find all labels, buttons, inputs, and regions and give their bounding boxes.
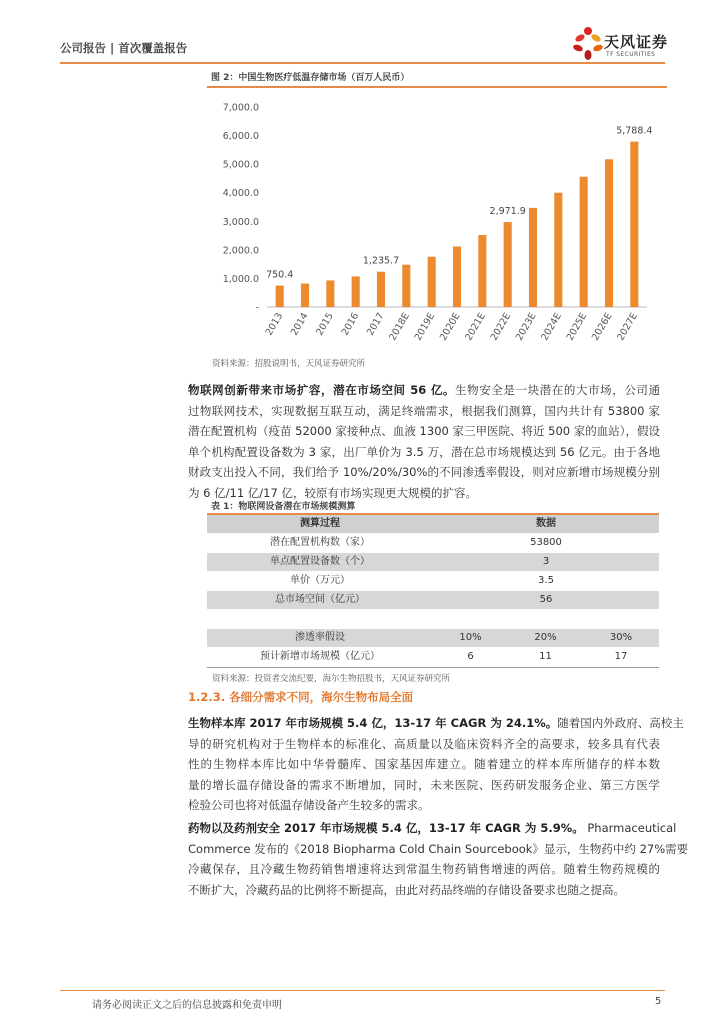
x-tick-label: 2022E [488, 311, 514, 343]
table-cell-label: 单点配置设备数（个） [270, 556, 370, 567]
data-label: 750.4 [266, 269, 294, 281]
table-cell-value: 6 [467, 651, 474, 662]
x-tick-label: 2017 [364, 311, 387, 338]
y-tick-label: 7,000.0 [222, 102, 259, 114]
footer-divider [60, 990, 665, 991]
paragraph-line: 量的增长温存储设备的需求不断增加，同时，未来医院、医药研发服务企业、第三方医学 [188, 777, 660, 792]
bar-chart [207, 92, 667, 352]
table-cell-value: 3.5 [538, 575, 554, 586]
bar-2022E [504, 222, 512, 307]
bar-2017 [377, 272, 385, 307]
x-tick-label: 2026E [589, 311, 615, 343]
logo-english-name: TF SECURITIES [606, 51, 656, 58]
data-label: 5,788.4 [616, 125, 653, 137]
x-tick-label: 2024E [539, 311, 564, 343]
x-tick-label: 2023E [513, 311, 539, 343]
table-cell-label: 预计新增市场规模（亿元） [260, 651, 380, 662]
x-tick-label: 2016 [339, 311, 362, 338]
table-cell-label: 潜在配置机构数（家） [270, 537, 370, 548]
x-tick-label: 2014 [288, 311, 311, 338]
y-tick-label: 4,000.0 [222, 188, 259, 200]
table-title: 表 1：物联网设备潜在市场规模测算 [211, 502, 356, 512]
report-type-label: 公司报告 | 首次覆盖报告 [60, 41, 188, 55]
table-cell-value: 3 [542, 556, 550, 567]
y-tick-label: 1,000.0 [222, 273, 259, 285]
x-tick-label: 2027E [615, 311, 640, 343]
table-header-process: 测算过程 [300, 518, 340, 529]
x-tick-label: 2020E [437, 311, 463, 343]
paragraph-text: 生物安全是一块潜在的大市场，公司通 [455, 383, 660, 397]
bar-2018E [402, 265, 410, 307]
table-cell-value: 53800 [530, 537, 562, 548]
paragraph-iot-market [188, 380, 660, 503]
paragraph-line: 潜在配置机构（疫苗 52000 家接种点、血液 1300 家三甲医院、将近 500 家的血站），假设 [188, 424, 660, 438]
table-cell-label: 单价（万元） [290, 575, 350, 586]
paragraph-line: 不断扩大，冷藏药品的比例将不断提高，由此对药品终端的存储设备要求也随之提高。 [188, 882, 625, 897]
bar-2023E [529, 208, 537, 307]
x-tick-label: 2021E [463, 311, 488, 343]
table-header-data: 数据 [536, 518, 556, 529]
table-cell-value: 56 [539, 594, 553, 605]
table-cell-value: 11 [539, 651, 552, 662]
paragraph-line: 检验公司也将对低温存储设备产生较多的需求。 [188, 798, 430, 812]
paragraph-line: 冷藏保存，且冷藏生物药销售增速将达到常温生物药销售增速的两倍。随着生物药规模的 [188, 862, 660, 876]
page-number: 5 [655, 996, 662, 1007]
y-tick-label: 6,000.0 [222, 131, 259, 143]
data-label: 2,971.9 [489, 206, 526, 218]
table-row [207, 553, 659, 571]
paragraph-line: 单个机构配置设备数为 3 家，出厂单价为 3.5 万，潜在总市场规模达到 56 亿元。由于各地 [188, 444, 660, 459]
paragraph-line: 过物联网技术，实现数据互联互动，满足终端需求，根据我们测算，国内共计有 53800 家 [188, 403, 660, 418]
y-tick-label: 5,000.0 [222, 159, 259, 171]
x-tick-label: 2018E [387, 311, 412, 343]
table-source: 资料来源：投资者交流纪要，海尔生物招股书，天风证券研究所 [212, 674, 451, 684]
bar-2027E [630, 142, 638, 307]
header-divider [60, 62, 665, 64]
paragraph-drug-safety [188, 818, 689, 900]
x-tick-label: 2015 [314, 311, 336, 338]
paragraph-lead: 生物样本库 2017 年市场规模 5.4 亿，13-17 年 CAGR 为 24.1%。 [188, 716, 558, 730]
bar-2016 [352, 276, 360, 307]
table-cell-label: 总市场空间（亿元） [275, 594, 365, 605]
x-tick-label: 2019E [412, 311, 438, 343]
table-header-row [207, 515, 659, 533]
x-tick-label: 2025E [564, 311, 590, 343]
paragraph-text: 随着国内外政府、高校主 [557, 716, 684, 730]
table-cell-label: 渗透率假设 [295, 632, 345, 643]
data-label: 1,235.7 [362, 255, 400, 267]
bar-2024E [554, 193, 562, 307]
x-tick-label: 2013 [263, 311, 286, 338]
bar-2014 [301, 284, 309, 307]
table-row [207, 534, 659, 552]
logo-name: 天风证券 [604, 33, 669, 51]
table-cell-value: 20% [534, 632, 557, 643]
figure-title-divider [207, 86, 667, 88]
paragraph-lead: 药物以及药剂安全 2017 年市场规模 5.4 亿，13-17 年 CAGR 为 5.9%。 [188, 821, 584, 835]
table-cell-value: 30% [609, 632, 633, 643]
figure-title: 图 2：中国生物医疗低温存储市场（百万人民币） [211, 73, 410, 83]
table-row-penetration [207, 629, 659, 647]
section-heading: 1.2.3. 各细分需求不同，海尔生物布局全面 [188, 690, 414, 704]
bar-2026E [605, 159, 613, 307]
paragraph-line: 性的生物样本库比如中华骨髓库、国家基因库建立。随着建立的样本库所储存的样本数 [188, 757, 660, 771]
y-tick-label: 2,000.0 [222, 245, 259, 257]
paragraph-text: Pharmaceutical [587, 821, 677, 835]
paragraph-line: 财政支出投入不同，我们给予 10%/20%/30%的不同渗透率假设，则对应新增市场规模分别 [188, 465, 660, 479]
bar-2015 [326, 280, 334, 307]
table-row [207, 572, 659, 590]
bar-2019E [428, 257, 436, 307]
paragraph-lead: 物联网创新带来市场扩容，潜在市场空间 56 亿。 [188, 383, 456, 397]
y-tick-label: - [255, 302, 259, 314]
table-bottom-divider [207, 667, 659, 668]
footer-disclaimer: 请务必阅读正文之后的信息披露和免责申明 [92, 1000, 282, 1011]
paragraph-line: 为 6 亿/11 亿/17 亿，较原有市场实现更大规模的扩容。 [188, 485, 477, 500]
bar-2021E [478, 235, 486, 307]
table-cell-value: 17 [614, 651, 628, 662]
bar-2013 [276, 286, 284, 307]
figure-source: 资料来源：招股说明书，天风证券研究所 [212, 359, 366, 369]
bar-2025E [580, 177, 588, 307]
y-tick-label: 3,000.0 [222, 216, 259, 228]
bar-2020E [453, 246, 461, 307]
paragraph-line: 导的研究机构对于生物样本的标准化、高质量以及临床资料齐全的高要求，较多具有代表 [188, 736, 660, 751]
table-cell-value: 10% [459, 632, 482, 643]
paragraph-line: Commerce 发布的《2018 Biopharma Cold Chain Sourcebook》显示，生物药中约 27%需要 [188, 841, 689, 856]
table-row [207, 591, 659, 609]
paragraph-biobank [188, 713, 684, 816]
table-row-new-market [207, 648, 659, 666]
